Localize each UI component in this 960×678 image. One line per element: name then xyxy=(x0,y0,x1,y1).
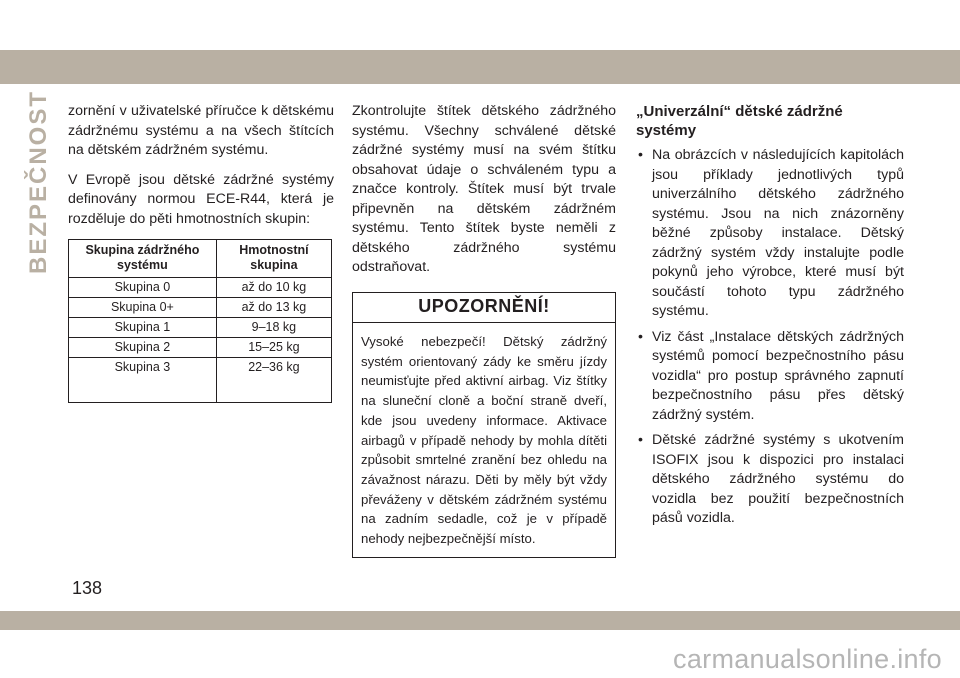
column-right xyxy=(636,102,904,535)
table-cell: Skupina 0+ xyxy=(69,298,217,318)
table-row xyxy=(69,358,332,403)
table-row xyxy=(69,298,332,318)
table-header-group: Skupina zádržného systému xyxy=(69,240,217,278)
bottom-band xyxy=(0,611,960,630)
paragraph-label-check: Zkontrolujte štítek dětského zádržného systému. Všechny schválené dětské zádržné systémy musí na svém štítku obsahovat údaje o schváleném typu a značce kontroly. Štítek musí být trvale připevněn na dětském zádržném systému. Tento štítek byste neměli z dětského zádržného systému odstraňovat. xyxy=(352,103,616,275)
table-cell: až do 10 kg xyxy=(216,278,331,298)
watermark: carmanualsonline.info xyxy=(673,644,942,674)
warning-text: Vysoké nebezpečí! Dětský zádržný systém orientovaný zády ke směru jízdy neumisťujte před aktivní airbag. Viz štítky na sluneční cloně a boční straně dveří, kde jsou uvedeny informace. Aktivace airbagů v případě nehody by mohla dítěti způsobit smrtelné zranění bez ohledu na závažnost nárazu. Děti by měly být vždy převáženy v dětském zádržném systému na zadním sedadle, což je v případě nehody nejbezpečnější místo. xyxy=(361,334,607,547)
table-cell: až do 13 kg xyxy=(216,298,331,318)
list-item xyxy=(636,431,904,529)
table-header-row xyxy=(69,240,332,278)
table-cell: Skupina 3 xyxy=(69,358,217,403)
list-item xyxy=(636,146,904,322)
table-cell: Skupina 2 xyxy=(69,338,217,358)
paragraph-europe: V Evropě jsou dětské zádržné systémy definovány normou ECE-R44, která je rozděluje do pěti hmotnostních skupin: xyxy=(68,171,334,227)
paragraph-intro: zornění v uživatelské příručce k dětskému zádržnému systému a na všech štítcích na dětském zádržném systému. xyxy=(68,103,334,158)
table-cell: 15–25 kg xyxy=(216,338,331,358)
list-item-text: Na obrázcích v následujících kapitolách jsou příklady jednotlivých typů univerzálního dětského zádržného systému. Jsou na nich znázorněny běžné způsoby instalace. Dětský zádržný systém vždy instalujte podle pokynů jeho výrobce, které musí být součástí tohoto typu zádržného systému. xyxy=(652,147,904,319)
list-item-text: Viz část „Instalace dětských zádržných systémů pomocí bezpečnostního pásu vozidla“ pro postup správného zapnutí bezpečnostního pásu přes dětský zádržný systém. xyxy=(652,328,904,423)
table-cell: 9–18 kg xyxy=(216,318,331,338)
table-row xyxy=(69,318,332,338)
bullet-icon: • xyxy=(638,432,643,448)
table-row xyxy=(69,278,332,298)
table-cell: Skupina 1 xyxy=(69,318,217,338)
page-number: 138 xyxy=(72,578,103,598)
section-tab-label: BEZPEČNOST xyxy=(25,89,53,275)
table-header-weight: Hmotnostní skupina xyxy=(216,240,331,278)
warning-box xyxy=(352,292,616,558)
list-item-text: Dětské zádržné systémy s ukotvením ISOFIX jsou k dispozici pro instalaci dětského zádržného systému do vozidla bez použití bezpečnostních pásů vozidla. xyxy=(652,432,904,526)
top-band xyxy=(0,50,960,84)
column-middle xyxy=(352,102,616,558)
list-item xyxy=(636,328,904,426)
bullet-list xyxy=(636,146,904,529)
table-cell: 22–36 kg xyxy=(216,358,331,403)
bullet-icon: • xyxy=(638,147,643,163)
weight-group-table xyxy=(68,239,332,403)
section-tab xyxy=(25,89,53,275)
column-left xyxy=(68,102,334,403)
section-heading: „Univerzální“ dětské zádržné systémy xyxy=(636,103,843,139)
table-cell: Skupina 0 xyxy=(69,278,217,298)
bullet-icon: • xyxy=(638,328,643,345)
warning-title: UPOZORNĚNÍ! xyxy=(353,293,615,324)
table-row xyxy=(69,338,332,358)
